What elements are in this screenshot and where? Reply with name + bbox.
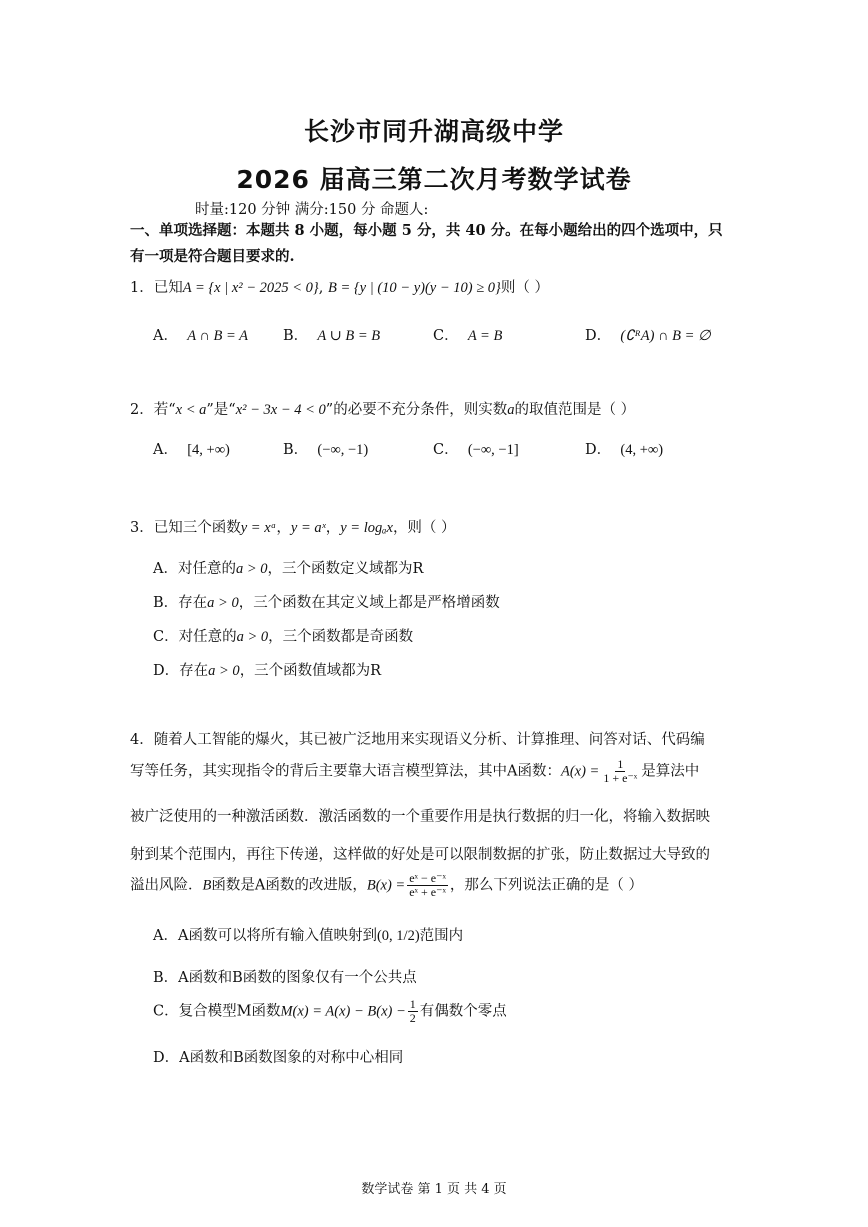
question-3-stem: 3．已知三个函数y = xᵃ，y = aˣ，y = logₐx，则（ ） [130,520,456,536]
question-text: 则（ ） [500,280,549,296]
option-d: D． (4, +∞) [585,442,664,458]
section-heading-line2: 有一项是符合题目要求的. [130,248,295,265]
question-4-line5: 溢出风险．B函数是A函数的改进版，B(x) = $\frac{\text{eˣ − e⁻ˣ}}{\text{eˣ + e⁻ˣ}}$ ，那么下列说法正确的是（ ） [130,871,644,900]
question-1-stem: 1．已知A = {x | x² − 2025 < 0}, B = {y | (10 − y)(y − 10) ≥ 0}则（ ） [130,280,549,296]
question-4-line1: 4．随着人工智能的爆火，其已被广泛地用来实现语义分析、计算推理、问答对话、代码编 [130,732,705,748]
option-b: B．A函数和B函数的图象仅有一个公共点 [153,970,417,986]
option-c: C． A = B [433,328,503,344]
question-text: 已知 [153,280,183,296]
option-c: C． (−∞, −1] [433,442,519,458]
question-4-line4: 射到某个范围内，再往下传递，这样做的好处是可以限制数据的扩张，防止数据过大导致的 [130,847,710,863]
fraction-denominator: eˣ + e⁻ˣ [409,885,446,900]
question-2-stem: 2．若“x < a”是“x² − 3x − 4 < 0”的必要不充分条件，则实数a的取值范围是（ ） [130,402,636,418]
option-a: A．对任意的a > 0，三个函数定义域都为R [153,561,424,577]
fraction-numerator: 1 [409,997,416,1011]
option-d: D．存在a > 0，三个函数值域都为R [153,663,382,679]
option-b: B． (−∞, −1) [283,442,369,458]
option-a: A． [4, +∞) [153,442,230,458]
question-number: 1． [130,280,154,296]
fraction-denominator: 2 [409,1011,416,1026]
option-c: C．对任意的a > 0，三个函数都是奇函数 [153,629,414,645]
option-c: C．复合模型M函数M(x) = A(x) − B(x) − $\frac{1}{2}$ 有偶数个零点 [153,997,507,1026]
fraction-numerator: 1 [617,757,624,771]
exam-title: 2026 届高三第二次月考数学试卷 [236,165,632,194]
question-4-line3: 被广泛使用的一种激活函数．激活函数的一个重要作用是执行数据的归一化，将输入数据映 [130,809,710,825]
page-footer: 数学试卷 第 1 页 共 4 页 [361,1182,507,1197]
exam-info: 时量:120 分钟 满分:150 分 命题人: [195,202,429,218]
option-b: B． A ∪ B = B [283,328,381,344]
math-set-a: A = {x | x² − 2025 < 0} [182,280,319,296]
fraction-denominator: 1 + e⁻ˣ [603,771,638,786]
option-a: A．A函数可以将所有输入值映射到(0, 1/2)范围内 [153,928,464,944]
fraction-numerator: eˣ − e⁻ˣ [409,871,446,885]
option-d: D． (∁ᴿA) ∩ B = ∅ [585,328,711,344]
school-name: 长沙市同升湖高级中学 [303,117,564,146]
option-d: D．A函数和B函数图象的对称中心相同 [153,1050,404,1066]
option-a: A． A ∩ B = A [153,328,249,344]
option-b: B．存在a > 0，三个函数在其定义域上都是严格增函数 [153,595,500,611]
section-heading-line1: 一、单项选择题：本题共 8 小题，每小题 5 分，共 40 分。在每小题给出的四个选项中，只 [130,222,723,239]
question-4-line2: 写等任务，其实现指令的背后主要靠大语言模型算法，其中A函数：A(x) = $\frac{1}{\text{1 + e⁻ˣ}}$ 是算法中 [130,757,700,786]
math-set-b: B = {y | (10 − y)(y − 10) ≥ 0} [327,280,501,296]
